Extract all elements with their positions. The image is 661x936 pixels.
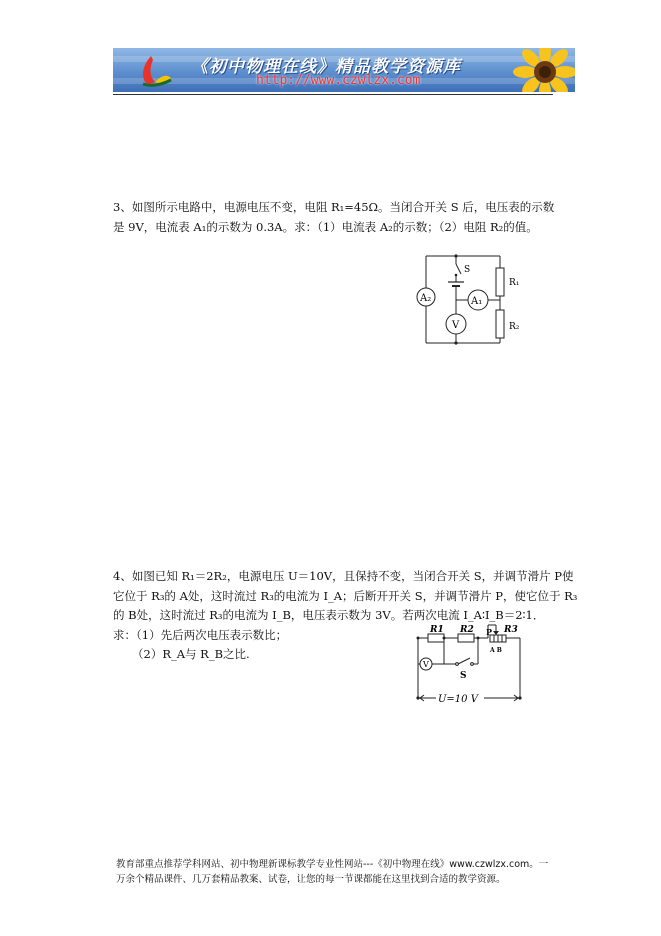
footer-line: 教育部重点推荐学科网站、初中物理新课标教学专业性网站---《初中物理在线》www.czwlzx.com。一: [116, 859, 549, 870]
switch-s: [456, 264, 461, 274]
site-logo: [135, 52, 175, 88]
circuit-diagram-q3: [408, 250, 540, 350]
resistor-r2: [496, 310, 504, 338]
resistor-r1: [428, 634, 444, 642]
question-3-text: [113, 198, 554, 237]
banner-title: 《初中物理在线》精品教学资源库: [191, 57, 461, 77]
ab-label: A B: [490, 647, 502, 654]
resistor-r1-label: R₁: [509, 278, 520, 288]
question-4-line: 4、如图已知 R₁＝2R₂，电源电压 U＝10V，且保持不变，当闭合开关 S，并调节滑片 P使: [113, 569, 574, 583]
ammeter-a1-label: A₁: [471, 296, 483, 307]
junction-dot: [454, 254, 457, 257]
question-3-line: 是 9V，电流表 A₁的示数为 0.3A。求：（1）电流表 A₂的示数；（2）电阻 R₂的值。: [113, 219, 538, 234]
switch-s-label: S: [464, 265, 471, 275]
header-banner: [113, 48, 575, 92]
junction-dot: [417, 637, 420, 640]
ammeter-a2-label: A₂: [420, 293, 432, 304]
header-divider: [113, 94, 553, 95]
sunflower-image: [505, 48, 575, 92]
resistor-r2: [458, 634, 474, 642]
banner-url[interactable]: http://www.czwlzx.com: [256, 73, 421, 88]
terminal-dot: [518, 696, 521, 699]
voltmeter-label: V: [423, 660, 429, 669]
resistor-r2-label: R₂: [509, 322, 520, 332]
switch-s: [458, 658, 470, 664]
terminal-dot: [416, 696, 419, 699]
question-4-line: 它位于 R₃的 A处，这时流过 R₃的电流为 I_A；后断开开关 S，并调节滑片 P，使它位于 R₃: [113, 588, 578, 603]
question-3-line: 3、如图所示电路中，电源电压不变，电阻 R₁=45Ω。当闭合开关 S 后，电压表的示数: [113, 200, 555, 214]
question-4-line: 求：（1）先后两次电压表示数比；: [113, 627, 288, 642]
question-4-line: （2）R_A与 R_B之比.: [132, 647, 250, 661]
switch-contact: [471, 663, 474, 666]
r2-label: R2: [460, 625, 474, 635]
voltage-label: U=10 V: [438, 694, 478, 705]
p-label: P: [486, 627, 493, 637]
r1-label: R1: [430, 625, 444, 635]
switch-contact: [456, 663, 459, 666]
junction-dot: [454, 341, 457, 344]
slider-arrow: [493, 631, 499, 635]
resistor-r1: [496, 268, 504, 296]
junction-dot: [443, 637, 446, 640]
junction-dot: [477, 637, 480, 640]
s-label: S: [460, 671, 467, 681]
question-4-line: 的 B处，这时流过 R₃的电流为 I_B，电压表示数为 3V。若两次电流 I_A∶I_B＝2∶1．: [113, 608, 545, 622]
footer-line: 万余个精品课件、几万套精品教案、试卷，让您的每一节课都能在这里找到合适的教学资源。: [116, 874, 506, 885]
page-footer: [116, 857, 548, 887]
r3-label: R3: [504, 625, 518, 635]
circuit-diagram-q4: [410, 622, 530, 712]
voltmeter-label: V: [452, 320, 460, 331]
